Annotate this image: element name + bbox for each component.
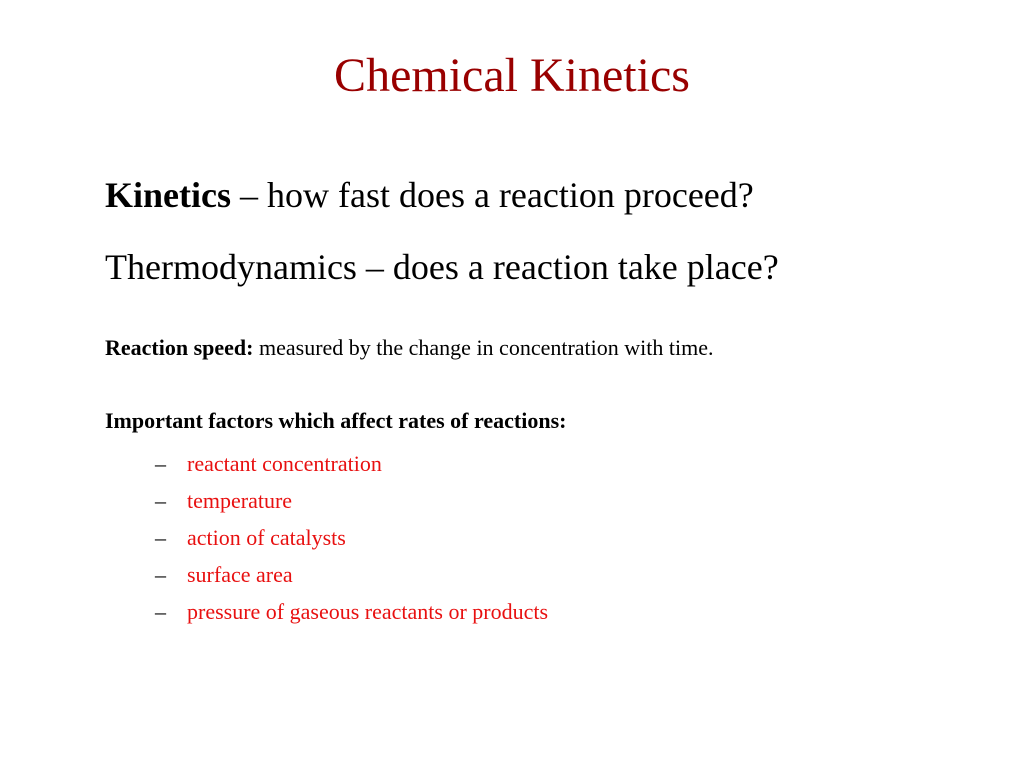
kinetics-line <box>105 174 754 216</box>
reaction-speed-definition: measured by the change in concentration with time. <box>253 335 714 360</box>
dash-bullet: – <box>155 451 166 476</box>
dash-bullet: – <box>155 599 166 624</box>
reaction-speed-term: Reaction speed: <box>105 335 254 360</box>
thermodynamics-line: Thermodynamics – does a reaction take place? <box>105 247 779 287</box>
list-item <box>155 519 548 556</box>
dash-bullet: – <box>155 488 166 513</box>
factor-list <box>155 445 548 630</box>
reaction-speed-line <box>105 335 714 361</box>
kinetics-term: Kinetics <box>105 175 231 215</box>
list-item <box>155 445 548 482</box>
factor-text: surface area <box>187 562 293 587</box>
factor-text: temperature <box>187 488 293 513</box>
list-item <box>155 482 548 519</box>
list-item <box>155 593 548 630</box>
factors-heading-text: Important factors which affect rates of reactions: <box>105 408 567 433</box>
dash-bullet: – <box>155 525 166 550</box>
factors-heading <box>105 408 566 434</box>
dash-bullet: – <box>155 562 166 587</box>
kinetics-definition: – how fast does a reaction proceed? <box>230 175 754 215</box>
factor-text: reactant concentration <box>187 451 382 476</box>
factor-text: pressure of gaseous reactants or products <box>187 599 549 624</box>
slide-title: Chemical Kinetics <box>334 49 690 102</box>
list-item <box>155 556 548 593</box>
factor-text: action of catalysts <box>187 525 346 550</box>
